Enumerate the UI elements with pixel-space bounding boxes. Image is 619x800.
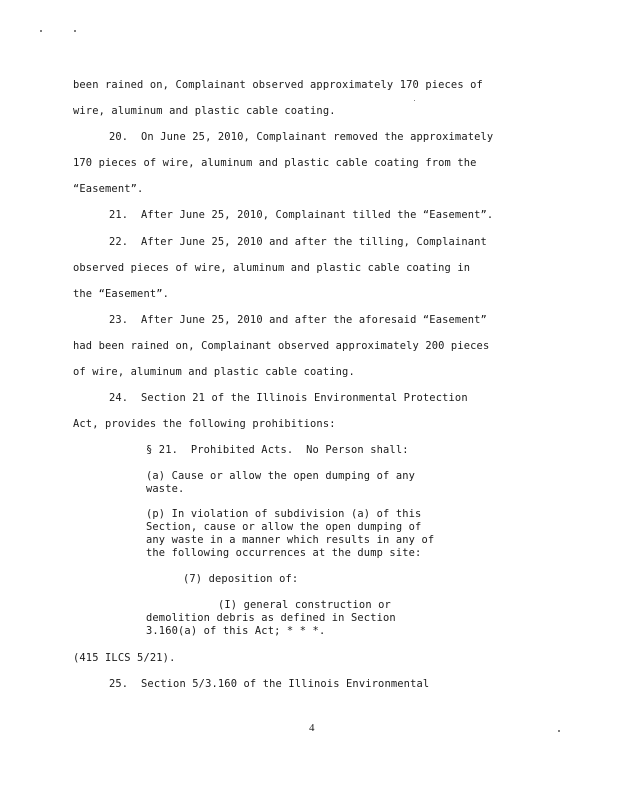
quote-line: waste. [146,483,185,495]
scan-speck [74,30,76,32]
body-line: observed pieces of wire, aluminum and plastic cable coating in [73,262,471,274]
body-line: 170 pieces of wire, aluminum and plastic cable coating from the [73,157,477,169]
paragraph-21-line: 21. After June 25, 2010, Complainant tilled the “Easement”. [109,209,494,221]
body-line: been rained on, Complainant observed approximately 170 pieces of [73,79,483,91]
body-line: “Easement”. [73,183,144,195]
body-line: Act, provides the following prohibitions: [73,418,336,430]
quote-line: demolition debris as defined in Section [146,612,396,624]
quote-line: the following occurrences at the dump site: [146,547,422,559]
paragraph-25-line: 25. Section 5/3.160 of the Illinois Environmental [109,678,430,690]
body-line: the “Easement”. [73,288,170,300]
quote-line: Section, cause or allow the open dumping of [146,521,422,533]
paragraph-20-line: 20. On June 25, 2010, Complainant removed the approximately [109,131,494,143]
citation-line: (415 ILCS 5/21). [73,652,176,664]
scan-speck [40,30,42,32]
quote-line: (a) Cause or allow the open dumping of any [146,470,416,482]
scan-speck [414,100,415,101]
paragraph-24-line: 24. Section 21 of the Illinois Environmental Protection [109,392,468,404]
quote-heading: § 21. Prohibited Acts. No Person shall: [146,444,409,456]
body-line: had been rained on, Complainant observed approximately 200 pieces [73,340,490,352]
quote-line: (p) In violation of subdivision (a) of this [146,508,422,520]
quote-line: any waste in a manner which results in any of [146,534,435,546]
paragraph-23-line: 23. After June 25, 2010 and after the aforesaid “Easement” [109,314,487,326]
quote-line: (I) general construction or [218,599,391,611]
body-line: wire, aluminum and plastic cable coating. [73,105,336,117]
body-line: of wire, aluminum and plastic cable coating. [73,366,355,378]
scan-speck [558,730,560,732]
page-number: 4 [309,722,315,734]
quote-line: (7) deposition of: [183,573,299,585]
quote-line: 3.160(a) of this Act; * * *. [146,625,326,637]
paragraph-22-line: 22. After June 25, 2010 and after the tilling, Complainant [109,236,487,248]
